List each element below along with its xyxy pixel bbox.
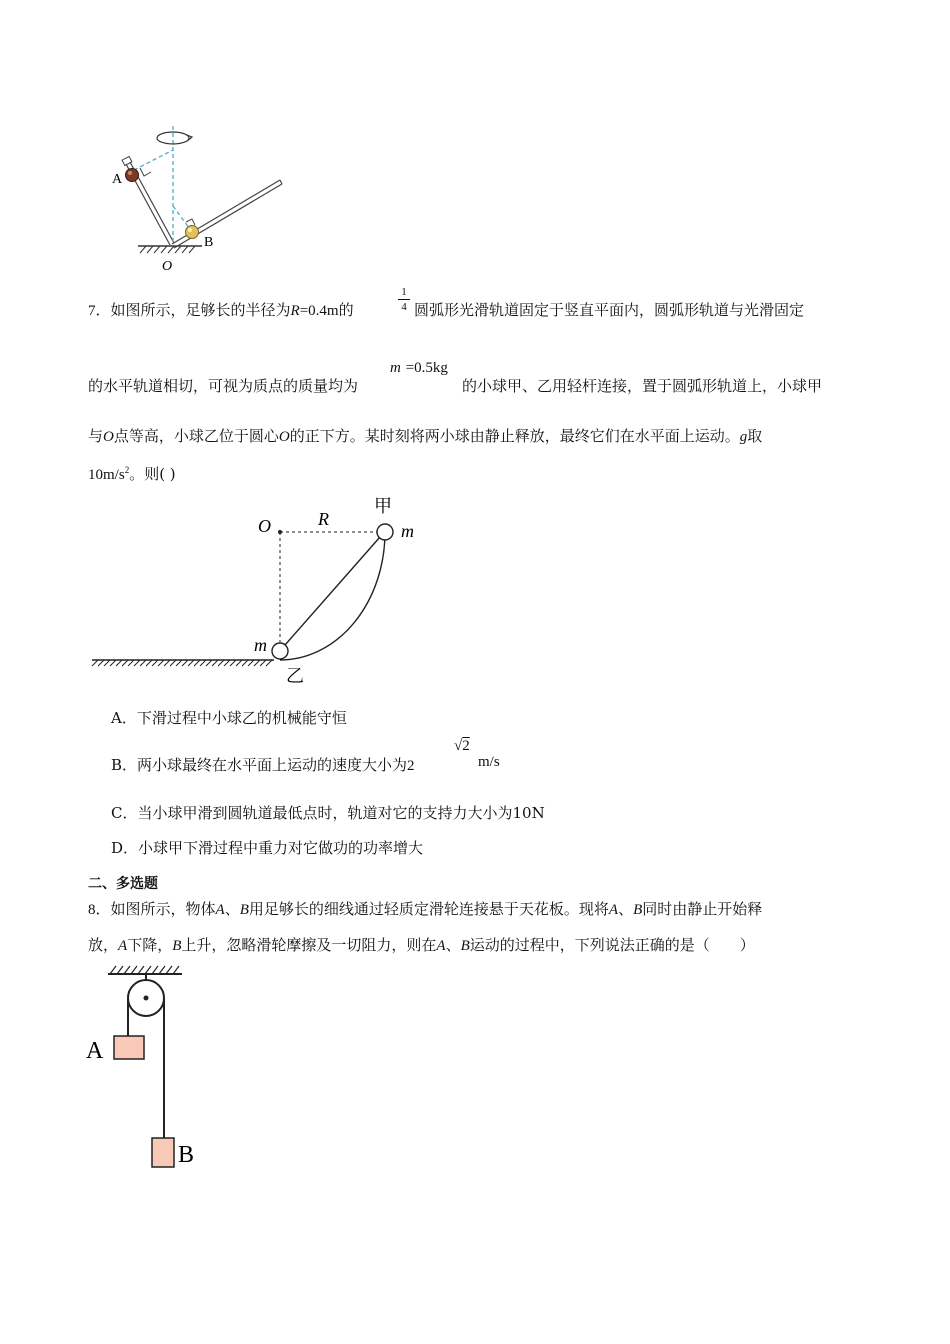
label-o: O — [162, 259, 173, 274]
label-jia: 甲 — [374, 496, 392, 516]
label-block-b: B — [178, 1142, 195, 1168]
q7-line1-cont: 圆弧形光滑轨道固定于竖直平面内，圆弧形轨道与光滑固定 — [414, 301, 805, 319]
q7-line2b: 的小球甲、乙用轻杆连接，置于圆弧形轨道上，小球甲 — [462, 377, 823, 395]
block-b — [152, 1138, 174, 1167]
label-yi: 乙 — [286, 666, 304, 686]
block-a — [114, 1036, 144, 1059]
q7-line2a: 的水平轨道相切，可视为质点的质量均为 — [88, 377, 359, 395]
ball-a — [126, 169, 139, 182]
q8-line1: 8．如图所示，物体A、B用足够长的细线通过轻质定滑轮连接悬于天花板。现将A、B同时由静止开始释 — [88, 900, 763, 918]
option-c[interactable]: C．当小球甲滑到圆轨道最低点时，轨道对它的支持力大小为10N — [111, 804, 545, 822]
q7-fraction: 1 4 — [398, 285, 410, 314]
q7-mass-value: m =0.5kg — [390, 360, 448, 376]
option-b-unit: m/s — [478, 754, 500, 770]
q7-line3: 与O点等高，小球乙位于圆心O的正下方。某时刻将两小球由静止释放，最终它们在水平面上运动。g取 — [88, 427, 763, 445]
figure-pulley — [80, 960, 240, 1180]
label-radius: R — [318, 509, 329, 529]
label-o-center: O — [258, 516, 271, 536]
option-d[interactable]: D．小球甲下滑过程中重力对它做功的功率增大 — [111, 839, 424, 857]
label-m-jia: m — [401, 521, 414, 541]
ball-b — [186, 226, 199, 239]
figure-rotating-rod — [100, 120, 300, 280]
ball-jia — [377, 524, 393, 540]
figure-quarter-track — [88, 490, 448, 690]
label-m-yi: m — [254, 635, 267, 655]
label-a: A — [112, 172, 123, 187]
option-a[interactable]: A．下滑过程中小球乙的机械能守恒 — [111, 709, 347, 727]
section-title: 二、多选题 — [88, 876, 158, 892]
label-block-a: A — [86, 1038, 104, 1064]
q7-line4: $10m/s^2$。则( ) — [88, 465, 176, 483]
option-b[interactable]: B．两小球最终在水平面上运动的速度大小为2 — [111, 756, 415, 774]
q7-line1: 7．如图所示，足够长的半径为R=0.4m的 — [88, 301, 354, 319]
option-b-radical: √2 — [454, 738, 470, 754]
ball-yi — [272, 643, 288, 659]
label-b: B — [204, 235, 214, 250]
q8-line2: 放，A下降，B上升，忽略滑轮摩擦及一切阻力，则在A、B运动的过程中，下列说法正确的是（ ） — [88, 936, 755, 954]
